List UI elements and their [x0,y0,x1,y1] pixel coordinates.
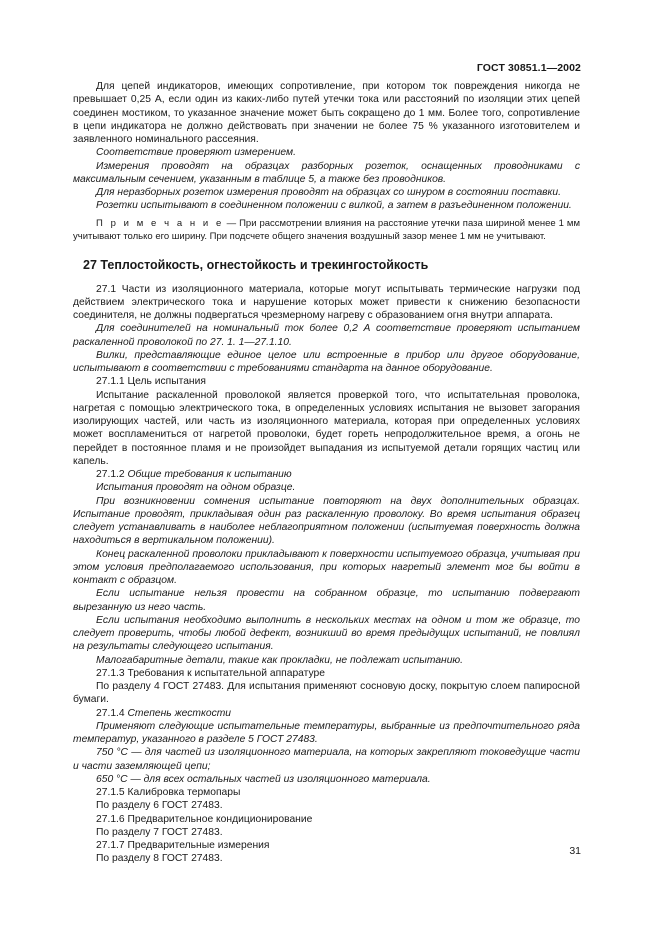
paragraph: Испытание раскаленной проволокой является проверкой того, что испытательная проволока, нагретая с помощью электрического тока, в определенных условиях испытания не вызовет загорания изолирующих частей, или часть из изоляционного материала, которая при определенных условиях может воспламениться от нагретой проволоки, будет гореть непродолжительное время, а огонь не перейдет в постоянное пламя и не произойдет выпадания из испытуемой детали горящих частиц или капель. [73,389,580,467]
paragraph: По разделу 6 ГОСТ 27483. [96,800,223,812]
subsection-number: 27.1.2 [96,469,128,481]
paragraph: По разделу 8 ГОСТ 27483. [96,853,223,865]
subsection-title: 27.1.1 Цель испытания [96,376,206,388]
subsection-title [73,468,580,481]
paragraph: Применяют следующие испытательные температуры, выбранные из предпочтительного ряда температур, указанного в разделе 5 ГОСТ 27483. [73,720,580,746]
standard-code-header: ГОСТ 30851.1—2002 [476,62,581,74]
paragraph: Если испытание нельзя провести на собранном образце, то испытанию подвергают вырезанную из него часть. [73,588,580,613]
paragraph: По разделу 4 ГОСТ 27483. Для испытания применяют сосновую доску, покрытую слоем папиросной бумаги. [73,681,580,706]
paragraph: Для цепей индикаторов, имеющих сопротивление, при котором ток повреждения никогда не превышает 0,25 А, если один из каких-либо путей утечки тока или расстояний по изоляции этих цепей соединен мостиком, то указанное значение может быть сокращено до 1 мм. Более того, сопротивление в цепи индикатора не должно действовать при значении не более 75 % указанного изготовителем и заявленного номинального рассеяния. [73,81,580,145]
subsection-title: 27.1.7 Предварительные измерения [96,840,270,852]
subsection-title-text: Общие требования к испытанию [127,469,292,481]
paragraph: Розетки испытывают в соединенном положении с вилкой, а затем в разъединенном положении. [96,200,572,212]
document-body [73,80,580,866]
paragraph: Для соединителей на номинальный ток более 0,2 А соответствие проверяют испытанием раскаленной проволокой по 27. 1. 1—27.1.10. [73,323,580,348]
paragraph: Измерения проводят на образцах разборных розеток, оснащенных проводниками с максимальным сечением, указанным в таблице 5, а также без проводников. [73,160,580,185]
page-number: 31 [569,845,581,857]
paragraph: Испытания проводят на одном образце. [96,482,296,494]
paragraph: По разделу 7 ГОСТ 27483. [96,826,223,838]
subsection-number: 27.1.4 [96,707,128,719]
subsection-title: 27.1.6 Предварительное кондиционирование [96,813,313,825]
paragraph: 27.1 Части из изоляционного материала, которые могут испытывать термические нагрузки под действием электрического тока и нарушение которых может привести к снижению безопасности соединителя, не должны подвергаться чрезмерному нагреву с образованием огня внутри аппарата. [73,283,580,322]
note-label: П р и м е ч а н и е [96,217,224,229]
note-paragraph [73,217,580,244]
paragraph: При возникновении сомнения испытание повторяют на двух дополнительных образцах. Испытание проводят, прикладывая один раз раскаленную проволоку. Во время испытания образец следует устанавливать в наиболее неблагоприятном положении (испытуемая поверхность должна находиться в вертикальном положении). [73,495,580,547]
paragraph: Если испытания необходимо выполнить в нескольких местах на одном и том же образце, то следует проверить, чтобы любой дефект, возникший во время предыдущих испытаний, не повлиял на результаты следующего испытания. [73,614,580,653]
paragraph: Малогабаритные детали, такие как прокладки, не подлежат испытанию. [96,654,464,666]
subsection-title: 27.1.3 Требования к испытательной аппаратуре [96,667,325,679]
paragraph: Соответствие проверяют измерением. [96,147,296,159]
paragraph: 750 °С — для частей из изоляционного материала, на которых закрепляют токоведущие части и части заземляющей цепи; [73,747,580,772]
paragraph: 650 °С — для всех остальных частей из изоляционного материала. [96,773,431,785]
section-heading: 27 Теплостойкость, огнестойкость и трекингостойкость [83,258,429,273]
subsection-title-text: Степень жесткости [127,707,232,719]
note-text: — При рассмотрении влияния на расстояние утечки паза шириной менее 1 мм учитывают только его ширину. При подсчете общего значения воздушный зазор менее 1 мм не учитывают. [73,217,580,242]
subsection-title: 27.1.5 Калибровка термопары [96,787,241,799]
paragraph: Вилки, представляющие единое целое или встроенные в прибор или другое оборудование, испытывают в соответствии с требованиями стандарта на данное оборудование. [73,349,580,375]
paragraph: Конец раскаленной проволоки прикладывают к поверхности испытуемого образца, учитывая при этом условия предполагаемого использования, при которых нагретый элемент мог бы войти в контакт с образцом. [73,548,580,587]
subsection-title [73,707,580,720]
paragraph: Для неразборных розеток измерения проводят на образцах со шнуром в состоянии поставки. [96,187,562,198]
